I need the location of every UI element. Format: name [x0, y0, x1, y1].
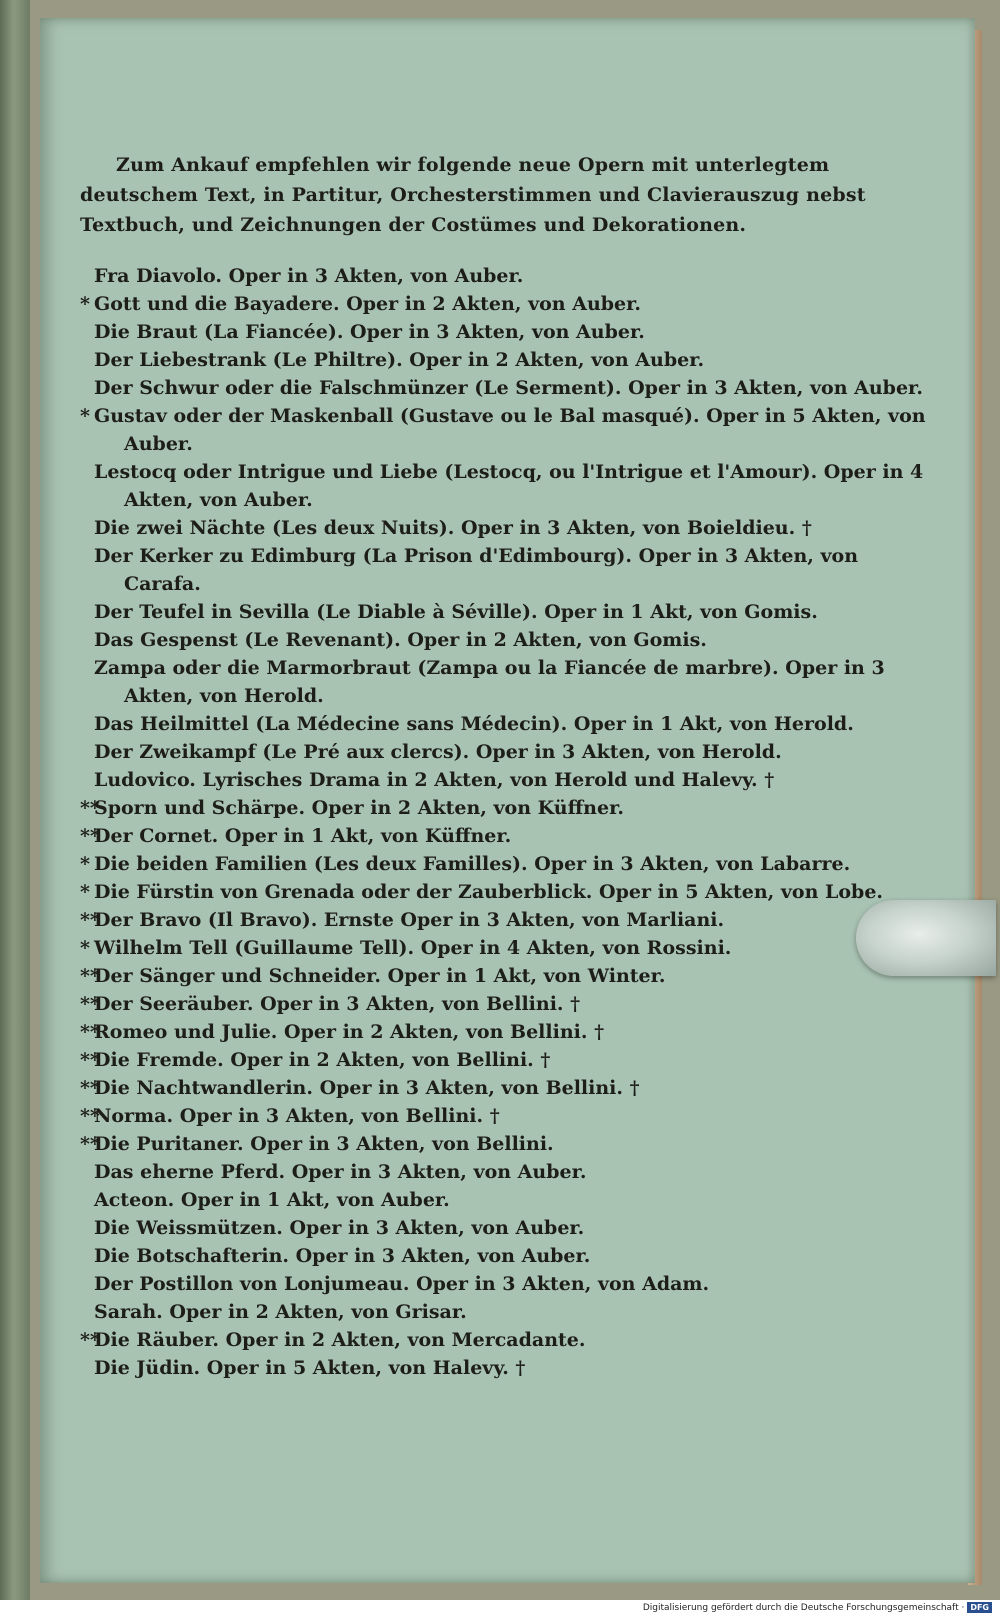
opera-entry [80, 458, 930, 514]
footer-text: Digitalisierung gefördert durch die Deutsche Forschungsgemeinschaft · [642, 1603, 965, 1613]
entry-mark: ** [80, 1105, 100, 1127]
book-spine [0, 0, 30, 1600]
entry-text: Wilhelm Tell (Guillaume Tell). Oper in 4 Akten, von Rossini. [94, 937, 732, 959]
opera-entry [80, 1158, 930, 1186]
entry-text: Der Liebestrank (Le Philtre). Oper in 2 Akten, von Auber. [94, 349, 705, 371]
intro-paragraph: Zum Ankauf empfehlen wir folgende neue Opern mit unterlegtem deutschem Text, in Partitur, Orchesterstimmen und Clavierauszug nebst Textbuch, und Zeichnungen der Costümes und Dekorationen. [80, 154, 866, 236]
opera-entry [80, 1046, 930, 1074]
opera-entry [80, 514, 930, 542]
dfg-logo: DFG [967, 1602, 992, 1613]
entry-text: Die Braut (La Fiancée). Oper in 3 Akten, von Auber. [94, 321, 645, 343]
opera-entry [80, 654, 930, 710]
entry-text: Sarah. Oper in 2 Akten, von Grisar. [94, 1301, 467, 1323]
opera-entry [80, 1214, 930, 1242]
opera-entry [80, 822, 930, 850]
entry-text: Sporn und Schärpe. Oper in 2 Akten, von Küffner. [94, 797, 624, 819]
entry-text: Die Nachtwandlerin. Oper in 3 Akten, von Bellini. † [94, 1077, 640, 1099]
entry-mark: ** [80, 993, 100, 1015]
entry-text: Der Postillon von Lonjumeau. Oper in 3 Akten, von Adam. [94, 1273, 710, 1295]
opera-entry [80, 1354, 930, 1382]
entry-text: Die Fürstin von Grenada oder der Zauberblick. Oper in 5 Akten, von Lobe. [94, 881, 884, 903]
page-clip-icon [856, 900, 996, 976]
opera-entry [80, 1270, 930, 1298]
opera-entry [80, 1074, 930, 1102]
opera-entry [80, 1298, 930, 1326]
opera-entry [80, 626, 930, 654]
entry-mark: ** [80, 1021, 100, 1043]
opera-entry [80, 962, 930, 990]
entry-text: Fra Diavolo. Oper in 3 Akten, von Auber. [94, 265, 524, 287]
entry-text: Romeo und Julie. Oper in 2 Akten, von Bellini. † [94, 1021, 605, 1043]
entry-text: Der Cornet. Oper in 1 Akt, von Küffner. [94, 825, 512, 847]
opera-list [80, 262, 930, 1382]
opera-entry [80, 262, 930, 290]
entry-mark: ** [80, 1077, 100, 1099]
entry-text: Die beiden Familien (Les deux Familles). Oper in 3 Akten, von Labarre. [94, 853, 851, 875]
opera-entry [80, 934, 930, 962]
entry-mark: ** [80, 909, 100, 931]
entry-text: Norma. Oper in 3 Akten, von Bellini. † [94, 1105, 500, 1127]
entry-mark: ** [80, 965, 100, 987]
opera-entry [80, 374, 930, 402]
entry-text: Die Fremde. Oper in 2 Akten, von Bellini. † [94, 1049, 551, 1071]
entry-mark: * [80, 881, 90, 903]
opera-entry [80, 990, 930, 1018]
entry-text: Der Schwur oder die Falschmünzer (Le Serment). Oper in 3 Akten, von Auber. [94, 377, 923, 399]
opera-entry [80, 794, 930, 822]
entry-text: Der Bravo (Il Bravo). Ernste Oper in 3 Akten, von Marliani. [94, 909, 725, 931]
entry-mark: ** [80, 797, 100, 819]
entry-text: Die Weissmützen. Oper in 3 Akten, von Auber. [94, 1217, 585, 1239]
opera-entry [80, 402, 930, 458]
entry-text: Die Räuber. Oper in 2 Akten, von Mercadante. [94, 1329, 586, 1351]
entry-text: Gott und die Bayadere. Oper in 2 Akten, von Auber. [94, 293, 642, 315]
entry-text: Der Kerker zu Edimburg (La Prison d'Edimbourg). Oper in 3 Akten, von Carafa. [94, 545, 859, 595]
page-content [80, 150, 930, 1382]
opera-entry [80, 542, 930, 598]
opera-entry [80, 1018, 930, 1046]
entry-text: Die zwei Nächte (Les deux Nuits). Oper in 3 Akten, von Boieldieu. † [94, 517, 812, 539]
opera-entry [80, 346, 930, 374]
entry-text: Die Jüdin. Oper in 5 Akten, von Halevy. † [94, 1357, 526, 1379]
entry-text: Gustav oder der Maskenball (Gustave ou le Bal masqué). Oper in 5 Akten, von Auber. [94, 405, 926, 455]
opera-entry [80, 1242, 930, 1270]
entry-text: Acteon. Oper in 1 Akt, von Auber. [94, 1189, 450, 1211]
opera-entry [80, 906, 930, 934]
entry-mark: * [80, 853, 90, 875]
entry-text: Der Sänger und Schneider. Oper in 1 Akt, von Winter. [94, 965, 666, 987]
opera-entry [80, 738, 930, 766]
entry-text: Das Gespenst (Le Revenant). Oper in 2 Akten, von Gomis. [94, 629, 707, 651]
entry-text: Lestocq oder Intrigue und Liebe (Lestocq, ou l'Intrigue et l'Amour). Oper in 4 Akten, von Auber. [94, 461, 924, 511]
opera-entry [80, 850, 930, 878]
entry-text: Das Heilmittel (La Médecine sans Médecin). Oper in 1 Akt, von Herold. [94, 713, 854, 735]
entry-text: Die Puritaner. Oper in 3 Akten, von Bellini. [94, 1133, 554, 1155]
opera-entry [80, 290, 930, 318]
entry-text: Der Teufel in Sevilla (Le Diable à Séville). Oper in 1 Akt, von Gomis. [94, 601, 818, 623]
opera-entry [80, 1130, 930, 1158]
entry-mark: * [80, 937, 90, 959]
opera-entry [80, 878, 930, 906]
opera-entry [80, 1186, 930, 1214]
entry-mark: ** [80, 825, 100, 847]
entry-text: Die Botschafterin. Oper in 3 Akten, von Auber. [94, 1245, 591, 1267]
entry-text: Zampa oder die Marmorbraut (Zampa ou la Fiancée de marbre). Oper in 3 Akten, von Herold. [94, 657, 885, 707]
opera-entry [80, 598, 930, 626]
entry-text: Der Seeräuber. Oper in 3 Akten, von Bellini. † [94, 993, 581, 1015]
opera-entry [80, 766, 930, 794]
digitization-footer [643, 1600, 992, 1616]
entry-text: Ludovico. Lyrisches Drama in 2 Akten, von Herold und Halevy. † [94, 769, 775, 791]
entry-mark: ** [80, 1133, 100, 1155]
entry-text: Das eherne Pferd. Oper in 3 Akten, von Auber. [94, 1161, 587, 1183]
entry-text: Der Zweikampf (Le Pré aux clercs). Oper in 3 Akten, von Herold. [94, 741, 782, 763]
opera-entry [80, 710, 930, 738]
entry-mark: * [80, 405, 90, 427]
entry-mark: ** [80, 1049, 100, 1071]
entry-mark: * [80, 293, 90, 315]
opera-entry [80, 1326, 930, 1354]
opera-entry [80, 318, 930, 346]
opera-entry [80, 1102, 930, 1130]
entry-mark: ** [80, 1329, 100, 1351]
